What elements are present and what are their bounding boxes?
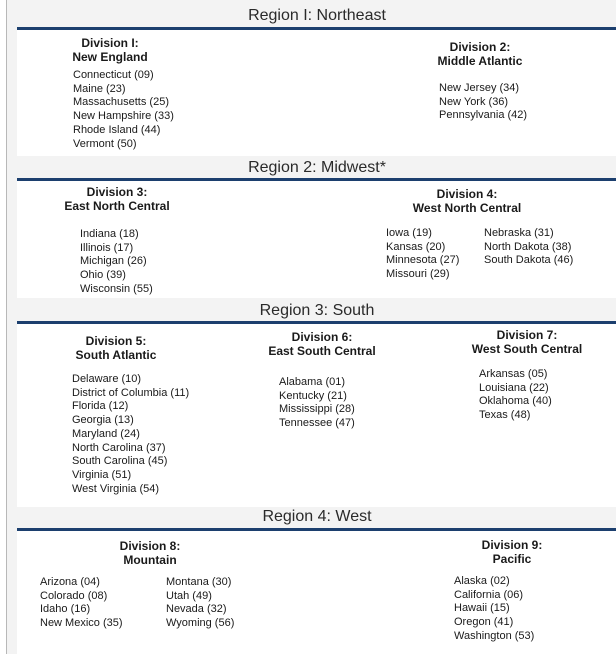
division-8-number: Division 8:: [119, 539, 181, 553]
region-3-title: Region 3: South: [259, 302, 375, 319]
state-item: West Virginia (54): [72, 482, 160, 495]
division-4-number: Division 4:: [436, 187, 498, 201]
state-item: Minnesota (27): [386, 254, 460, 267]
region-1-panel: [17, 30, 616, 156]
division-9-name: Pacific: [492, 552, 532, 566]
state-item: Hawaii (15): [454, 602, 510, 615]
state-item: California (06): [454, 588, 524, 601]
state-item: Connecticut (09): [73, 69, 154, 81]
state-item: District of Columbia (11): [72, 386, 190, 399]
state-item: Florida (12): [72, 400, 129, 413]
state-item: Georgia (13): [72, 414, 134, 427]
state-item: Alaska (02): [454, 575, 510, 587]
division-2-states: [439, 82, 527, 123]
state-item: Virginia (51): [72, 468, 132, 481]
division-1-number: Division I:: [81, 36, 139, 50]
state-item: South Carolina (45): [72, 455, 168, 468]
census-regions-document: [6, 0, 616, 654]
division-3-name: East North Central: [64, 199, 170, 213]
state-item: New York (36): [439, 95, 509, 108]
region-2-title: Region 2: Midwest*: [248, 159, 386, 176]
division-5-heading: [17, 334, 215, 362]
state-item: New Mexico (35): [40, 617, 123, 630]
state-item: New Jersey (34): [439, 82, 520, 94]
division-7-name: West South Central: [471, 342, 583, 356]
state-item: Missouri (29): [386, 268, 450, 281]
state-item: Ohio (39): [80, 269, 126, 282]
state-item: Kansas (20): [386, 240, 446, 253]
state-item: Mississippi (28): [279, 403, 355, 416]
division-4-name: West North Central: [412, 201, 522, 215]
division-7-states: [479, 368, 552, 423]
state-item: Wyoming (56): [166, 617, 235, 630]
state-item: South Dakota (46): [484, 254, 574, 267]
division-8-states-col-2: [166, 576, 234, 631]
division-9-states: [454, 575, 534, 644]
division-3-states: [80, 228, 153, 297]
division-6-name: East South Central: [268, 344, 376, 358]
state-item: Wisconsin (55): [80, 282, 153, 295]
division-4-states-col-1: [386, 227, 459, 282]
division-5-number: Division 5:: [85, 334, 147, 348]
state-item: Nevada (32): [166, 603, 227, 616]
division-2-name: Middle Atlantic: [437, 54, 523, 68]
division-6-number: Division 6:: [291, 330, 353, 344]
state-item: Oklahoma (40): [479, 395, 552, 408]
division-2-heading: [397, 40, 563, 68]
division-5-name: South Atlantic: [75, 348, 157, 362]
state-item: Arizona (04): [40, 576, 100, 588]
state-item: Texas (48): [479, 409, 531, 422]
division-6-states: [279, 376, 355, 431]
state-item: Indiana (18): [80, 228, 139, 240]
state-item: Vermont (50): [73, 137, 137, 150]
region-4-title: Region 4: West: [262, 508, 372, 525]
region-3-panel: [17, 324, 616, 507]
division-1-heading: [17, 36, 203, 64]
state-item: Montana (30): [166, 576, 232, 588]
division-3-heading: [17, 185, 217, 213]
state-item: North Carolina (37): [72, 441, 166, 454]
region-1-title: Region I: Northeast: [248, 7, 386, 24]
state-item: Iowa (19): [386, 227, 432, 239]
state-item: Maryland (24): [72, 427, 140, 440]
state-item: Kentucky (21): [279, 389, 347, 402]
state-item: Maine (23): [73, 82, 126, 95]
region-4-panel: [17, 531, 616, 654]
division-8-heading: [67, 539, 233, 567]
state-item: North Dakota (38): [484, 240, 572, 253]
division-1-name: New England: [72, 50, 148, 64]
division-5-states: [72, 373, 189, 496]
state-item: Idaho (16): [40, 603, 91, 616]
region-2-panel: [17, 181, 616, 298]
state-item: Massachusetts (25): [73, 96, 169, 109]
division-6-heading: [237, 330, 407, 358]
state-item: Rhode Island (44): [73, 123, 161, 136]
state-item: Louisiana (22): [479, 381, 549, 394]
state-item: Nebraska (31): [484, 227, 554, 239]
state-item: Michigan (26): [80, 255, 147, 268]
state-item: Illinois (17): [80, 241, 134, 254]
division-7-number: Division 7:: [496, 328, 558, 342]
division-7-heading: [437, 328, 616, 356]
state-item: Colorado (08): [40, 589, 108, 602]
state-item: Alabama (01): [279, 376, 346, 388]
state-item: Pennsylvania (42): [439, 109, 528, 122]
division-1-states: [73, 69, 174, 151]
division-8-name: Mountain: [123, 553, 177, 567]
state-item: Arkansas (05): [479, 368, 548, 380]
division-9-heading: [437, 538, 587, 566]
state-item: Delaware (10): [72, 373, 142, 385]
state-item: Utah (49): [166, 589, 212, 602]
state-item: Washington (53): [454, 629, 535, 642]
division-8-states-col-1: [40, 576, 123, 631]
division-2-number: Division 2:: [449, 40, 511, 54]
division-3-number: Division 3:: [86, 185, 148, 199]
state-item: Oregon (41): [454, 616, 514, 629]
division-4-heading: [387, 187, 547, 215]
division-4-states-col-2: [484, 227, 573, 268]
state-item: New Hampshire (33): [73, 110, 174, 123]
division-9-number: Division 9:: [481, 538, 543, 552]
state-item: Tennessee (47): [279, 417, 355, 430]
